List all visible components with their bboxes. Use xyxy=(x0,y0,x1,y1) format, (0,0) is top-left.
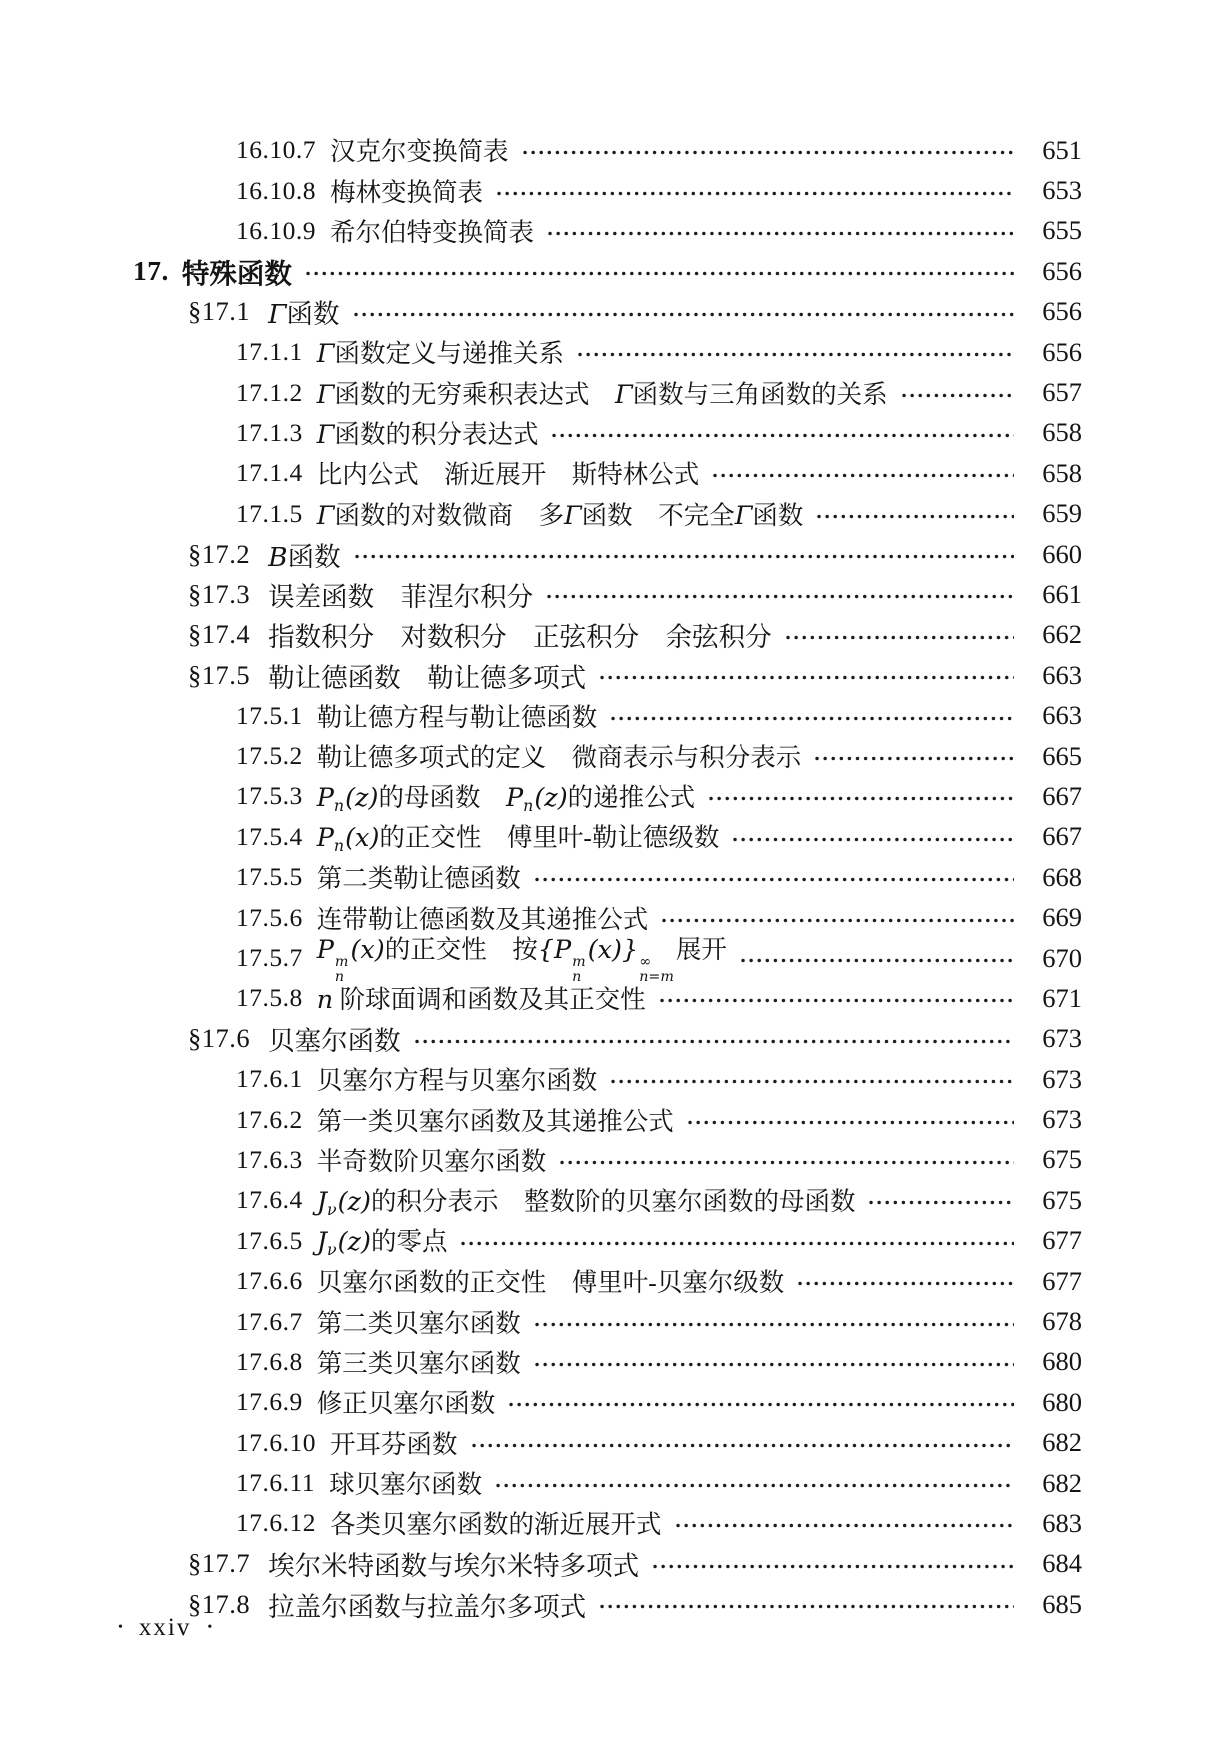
entry-number: 16.10.8 xyxy=(236,175,316,205)
dot-leader xyxy=(739,956,1014,965)
math-text: Γ xyxy=(614,379,633,410)
page-number: 677 xyxy=(1042,1265,1082,1296)
math-text: Γ xyxy=(734,500,753,531)
entry-number: 17.6.4 xyxy=(236,1185,303,1215)
page-number: 656 xyxy=(1042,336,1082,367)
title-text: 梅林变换简表 xyxy=(330,177,484,207)
entry-title xyxy=(268,656,586,695)
math-superscript: m xyxy=(334,954,349,971)
entry-title xyxy=(317,415,539,451)
title-text: 特殊函数 xyxy=(181,258,292,290)
entry-title xyxy=(317,859,521,895)
page-number: 657 xyxy=(1042,377,1082,408)
title-text: 函数的对数微商 多 xyxy=(334,500,564,530)
toc-entry xyxy=(133,1584,1082,1624)
math-subscript: n xyxy=(523,795,534,815)
title-text: 勒让德函数 勒让德多项式 xyxy=(268,662,587,693)
toc-entry xyxy=(133,130,1082,170)
entry-title xyxy=(330,213,534,249)
page-number: 667 xyxy=(1042,821,1082,852)
entry-title xyxy=(317,1304,521,1340)
toc-entry xyxy=(133,978,1082,1018)
entry-number: 17.6.5 xyxy=(236,1225,303,1255)
entry-number: 17.1.3 xyxy=(236,417,303,447)
math-text: J xyxy=(316,1227,327,1258)
title-text: 的递推公式 xyxy=(567,783,696,813)
title-text: 汉克尔变换简表 xyxy=(330,137,509,167)
title-text: 埃尔米特函数与埃尔米特多项式 xyxy=(268,1551,640,1582)
dot-leader xyxy=(686,1118,1014,1127)
entry-number: §17.7 xyxy=(188,1548,251,1579)
title-text: 函数的无穷乘积表达式 xyxy=(334,379,615,409)
entry-title xyxy=(329,1465,482,1501)
page-number: 673 xyxy=(1042,1063,1082,1094)
dot-leader xyxy=(495,189,1014,198)
entry-number: §17.4 xyxy=(188,619,251,650)
math-text: P xyxy=(505,783,524,814)
dot-leader xyxy=(413,1037,1014,1046)
entry-title xyxy=(317,698,598,734)
entry-number: 17.5.2 xyxy=(236,741,303,771)
title-text: 函数与三角函数的关系 xyxy=(632,379,888,409)
page-number: 678 xyxy=(1042,1306,1082,1337)
dot-leader xyxy=(545,592,1014,601)
toc-entry xyxy=(133,935,1082,986)
page-number: 682 xyxy=(1042,1467,1082,1498)
title-text: 函数定义与递推关系 xyxy=(334,339,564,369)
page-number: 656 xyxy=(1042,255,1082,286)
dot-leader xyxy=(609,1077,1014,1086)
title-text: 第二类勒让德函数 xyxy=(316,864,521,894)
toc-entry xyxy=(133,211,1082,251)
dot-leader xyxy=(304,269,1014,278)
entry-title xyxy=(317,455,700,491)
toc-entry xyxy=(133,1342,1082,1382)
math-text: n xyxy=(316,985,334,1016)
entry-number: 17.6.1 xyxy=(236,1064,303,1094)
page-number: 658 xyxy=(1042,417,1082,448)
dot-leader xyxy=(558,1158,1014,1167)
math-text: P xyxy=(553,935,572,966)
entry-number: 17.6.9 xyxy=(236,1387,303,1417)
toc-entry xyxy=(133,170,1082,210)
page-number: 662 xyxy=(1042,619,1082,650)
math-text: Γ xyxy=(316,339,335,370)
page-number: 659 xyxy=(1042,498,1082,529)
dot-leader xyxy=(660,916,1014,925)
entry-number: 17.1.2 xyxy=(236,377,303,407)
dot-leader xyxy=(533,875,1014,884)
entry-title xyxy=(330,173,483,209)
entry-title xyxy=(317,375,888,411)
page-number: 683 xyxy=(1042,1507,1082,1538)
entry-number: 17. xyxy=(133,255,169,287)
math-text: (x) xyxy=(345,823,380,854)
entry-number: 17.5.1 xyxy=(236,700,303,730)
math-subscript: ν xyxy=(326,1199,337,1219)
entry-number: 17.5.5 xyxy=(236,862,303,892)
math-text: Γ xyxy=(268,299,287,331)
entry-title xyxy=(317,1182,856,1219)
dot-leader xyxy=(813,754,1014,763)
entry-number: 17.5.4 xyxy=(236,821,303,851)
toc-entry xyxy=(133,857,1082,897)
entry-title xyxy=(268,535,340,574)
toc-entry xyxy=(133,1301,1082,1341)
entry-number: 17.6.7 xyxy=(236,1306,303,1336)
toc-entry xyxy=(133,1423,1082,1463)
toc-entry xyxy=(133,695,1082,735)
page-number: 680 xyxy=(1042,1386,1082,1417)
title-text: 函数 xyxy=(286,299,340,330)
entry-title xyxy=(330,1425,458,1461)
page-number: 651 xyxy=(1042,134,1082,165)
page-number: 677 xyxy=(1042,1225,1082,1256)
page-number: 658 xyxy=(1042,457,1082,488)
toc-entry xyxy=(133,494,1082,534)
title-text: 贝塞尔方程与贝塞尔函数 xyxy=(316,1066,598,1096)
dot-leader xyxy=(459,1239,1014,1248)
toc-entry xyxy=(133,1019,1082,1059)
dot-leader xyxy=(900,391,1014,400)
page-number: 667 xyxy=(1042,780,1082,811)
dot-leader xyxy=(550,431,1014,440)
title-text: 的零点 xyxy=(370,1227,448,1257)
entry-number: 17.6.6 xyxy=(236,1266,303,1296)
entry-number: 17.1.1 xyxy=(236,337,303,367)
title-text: 勒让德方程与勒让德函数 xyxy=(316,702,598,732)
page-footer xyxy=(118,1614,212,1642)
toc-entry xyxy=(133,1180,1082,1220)
math-text: } xyxy=(621,935,639,966)
math-text: Γ xyxy=(563,500,582,531)
title-text: 的母函数 xyxy=(378,783,506,813)
page-number: 656 xyxy=(1042,296,1082,327)
dot-leader xyxy=(598,1602,1014,1611)
page-number: 680 xyxy=(1042,1346,1082,1377)
dot-leader xyxy=(470,1441,1014,1450)
entry-number: 16.10.7 xyxy=(236,135,316,165)
page-number: 653 xyxy=(1042,175,1082,206)
page-number: 682 xyxy=(1042,1427,1082,1458)
toc-entry xyxy=(133,615,1082,655)
math-superscript: m xyxy=(572,954,586,971)
math-text: B xyxy=(268,541,288,573)
dot-leader xyxy=(533,1360,1014,1369)
page-number: 685 xyxy=(1042,1588,1082,1619)
page-number: 661 xyxy=(1042,578,1082,609)
title-text: 比内公式 渐近展开 斯特林公式 xyxy=(316,460,700,490)
math-subscript: ν xyxy=(326,1240,337,1260)
toc-entry xyxy=(133,1382,1082,1422)
title-text: 函数 xyxy=(287,541,341,572)
toc-entry xyxy=(133,817,1082,857)
title-text: 的积分表示 整数阶的贝塞尔函数的母函数 xyxy=(370,1186,856,1216)
entry-title xyxy=(317,1061,598,1097)
math-text: { xyxy=(537,935,554,966)
title-text: 误差函数 菲涅尔积分 xyxy=(268,581,534,612)
title-text: 连带勒让德函数及其递推公式 xyxy=(316,904,649,934)
entry-number: §17.1 xyxy=(188,296,251,327)
toc-entry xyxy=(133,574,1082,614)
title-text: 的正交性 傅里叶-勒让德级数 xyxy=(379,823,720,853)
page-number: 671 xyxy=(1042,982,1082,1013)
entry-number: 17.6.11 xyxy=(236,1468,316,1498)
toc-entry xyxy=(133,372,1082,412)
title-text: 阶球面调和函数及其正交性 xyxy=(333,985,646,1015)
page-number: 663 xyxy=(1042,659,1082,690)
footer-page-label: xxiv xyxy=(138,1614,192,1641)
title-text: 第一类贝塞尔函数及其递推公式 xyxy=(316,1106,674,1136)
dot-leader xyxy=(796,1279,1014,1288)
entry-number: 17.1.5 xyxy=(236,498,303,528)
dot-leader xyxy=(658,996,1014,1005)
page-number: 675 xyxy=(1042,1144,1082,1175)
title-text: 的正交性 按 xyxy=(384,935,538,965)
title-text: 函数 不完全 xyxy=(581,500,735,530)
math-text: (z) xyxy=(337,1227,371,1258)
dot-leader xyxy=(576,350,1014,359)
page-number: 673 xyxy=(1042,1104,1082,1135)
entry-number: 17.6.2 xyxy=(236,1104,303,1134)
math-subscript: n xyxy=(333,795,345,815)
entry-number: §17.2 xyxy=(188,538,251,569)
math-text: (z) xyxy=(345,783,379,814)
entry-number: 17.5.7 xyxy=(236,943,303,972)
page-number: 675 xyxy=(1042,1184,1082,1215)
entry-number: 17.5.6 xyxy=(236,902,303,932)
toc-entry xyxy=(133,1099,1082,1139)
page-number: 673 xyxy=(1042,1023,1082,1054)
math-subscript: n xyxy=(333,836,345,856)
title-text: 指数积分 对数积分 正弦积分 余弦积分 xyxy=(268,622,772,653)
entry-title xyxy=(317,980,646,1016)
entry-number: 17.6.8 xyxy=(236,1346,303,1376)
math-text: (x) xyxy=(350,935,385,966)
math-text: Γ xyxy=(316,419,335,450)
page-number: 663 xyxy=(1042,700,1082,731)
math-text: P xyxy=(316,935,334,966)
dot-leader xyxy=(784,633,1014,642)
entry-title xyxy=(268,615,772,654)
page-number: 660 xyxy=(1042,538,1082,569)
toc-entry xyxy=(133,1221,1082,1261)
entry-title xyxy=(317,334,564,370)
entry-number: 16.10.9 xyxy=(236,215,316,245)
math-text: Γ xyxy=(316,379,335,410)
page-number: 655 xyxy=(1042,215,1082,246)
toc-entry xyxy=(133,453,1082,493)
title-text: 球贝塞尔函数 xyxy=(329,1470,483,1500)
toc-list xyxy=(133,130,1082,1624)
entry-number: §17.3 xyxy=(188,578,251,609)
dot-leader xyxy=(674,1521,1014,1530)
entry-title xyxy=(317,818,720,855)
entry-title xyxy=(330,1505,662,1541)
entry-number: 17.5.8 xyxy=(236,983,303,1013)
math-text: P xyxy=(316,783,334,814)
entry-title xyxy=(268,1544,639,1583)
math-text: J xyxy=(316,1186,327,1217)
title-text: 第三类贝塞尔函数 xyxy=(316,1348,521,1378)
entry-number: §17.8 xyxy=(188,1588,251,1619)
title-text: 半奇数阶贝塞尔函数 xyxy=(316,1146,547,1176)
math-subscript: n xyxy=(334,969,345,986)
dot-leader xyxy=(867,1198,1014,1207)
toc-entry xyxy=(133,1140,1082,1180)
toc-entry xyxy=(133,534,1082,574)
math-text: P xyxy=(316,823,334,854)
dot-leader xyxy=(494,1481,1014,1490)
toc-entry xyxy=(133,332,1082,372)
toc-entry xyxy=(133,292,1082,332)
toc-entry xyxy=(133,251,1082,291)
page-number: 669 xyxy=(1042,902,1082,933)
entry-title xyxy=(182,251,292,291)
page-number: 684 xyxy=(1042,1548,1082,1579)
dot-leader xyxy=(352,310,1014,319)
title-text: 函数 xyxy=(752,500,804,530)
footer-dot-left: • xyxy=(118,1620,123,1635)
entry-title xyxy=(268,575,533,614)
math-text: (x) xyxy=(587,935,622,966)
math-text: (z) xyxy=(337,1186,371,1217)
math-superscript: ∞ xyxy=(639,954,652,971)
entry-title xyxy=(317,1222,448,1259)
entry-title xyxy=(317,1384,496,1420)
entry-number: §17.6 xyxy=(188,1023,251,1054)
dot-leader xyxy=(598,673,1014,682)
toc-entry xyxy=(133,1261,1082,1301)
title-text: 拉盖尔函数与拉盖尔多项式 xyxy=(268,1591,587,1622)
math-text: (z) xyxy=(534,783,568,814)
title-text: 展开 xyxy=(675,935,727,965)
dot-leader xyxy=(609,714,1014,723)
entry-title xyxy=(317,1142,547,1178)
dot-leader xyxy=(546,229,1014,238)
title-text: 各类贝塞尔函数的渐近展开式 xyxy=(330,1510,662,1540)
footer-dot-right: • xyxy=(207,1620,213,1635)
title-text: 开耳芬函数 xyxy=(330,1429,458,1459)
entry-title xyxy=(268,1019,401,1058)
title-text: 修正贝塞尔函数 xyxy=(316,1389,496,1419)
entry-number: 17.6.3 xyxy=(236,1144,303,1174)
page-number: 665 xyxy=(1042,740,1082,771)
toc-entry xyxy=(133,736,1082,776)
title-text: 第二类贝塞尔函数 xyxy=(316,1308,521,1338)
title-text: 贝塞尔函数 xyxy=(268,1026,401,1057)
dot-leader xyxy=(533,1320,1014,1329)
dot-leader xyxy=(353,552,1014,561)
entry-title xyxy=(317,496,804,532)
math-subscript: n xyxy=(572,969,582,986)
title-text: 函数的积分表达式 xyxy=(334,419,539,449)
entry-title xyxy=(317,930,727,986)
entry-title xyxy=(317,1344,521,1380)
entry-title xyxy=(317,778,695,815)
toc-entry xyxy=(133,1059,1082,1099)
entry-number: 17.6.10 xyxy=(236,1427,316,1457)
toc-entry xyxy=(133,776,1082,816)
dot-leader xyxy=(731,835,1014,844)
toc-entry xyxy=(133,655,1082,695)
entry-number: 17.1.4 xyxy=(236,458,303,488)
math-subscript: n=m xyxy=(639,969,674,986)
dot-leader xyxy=(815,512,1014,521)
page-number: 668 xyxy=(1042,861,1082,892)
toc-entry xyxy=(133,413,1082,453)
entry-title xyxy=(317,1263,785,1299)
toc-entry xyxy=(133,1503,1082,1543)
page-number: 670 xyxy=(1042,942,1082,973)
dot-leader xyxy=(707,794,1014,803)
entry-title xyxy=(268,292,339,331)
dot-leader xyxy=(507,1400,1014,1409)
dot-leader xyxy=(521,148,1014,157)
entry-number: 17.5.3 xyxy=(236,781,303,811)
title-text: 希尔伯特变换简表 xyxy=(330,217,535,247)
entry-number: §17.5 xyxy=(188,659,251,690)
dot-leader xyxy=(711,471,1014,480)
title-text: 勒让德多项式的定义 微商表示与积分表示 xyxy=(316,743,802,773)
math-text: Γ xyxy=(316,500,335,531)
entry-title xyxy=(317,738,802,774)
entry-title xyxy=(330,132,509,168)
title-text: 贝塞尔函数的正交性 傅里叶-贝塞尔级数 xyxy=(316,1268,785,1298)
dot-leader xyxy=(651,1562,1014,1571)
entry-title xyxy=(317,1102,674,1138)
entry-number: 17.6.12 xyxy=(236,1508,316,1538)
entry-title xyxy=(268,1585,586,1624)
toc-entry xyxy=(133,1463,1082,1503)
toc-entry xyxy=(133,1544,1082,1584)
